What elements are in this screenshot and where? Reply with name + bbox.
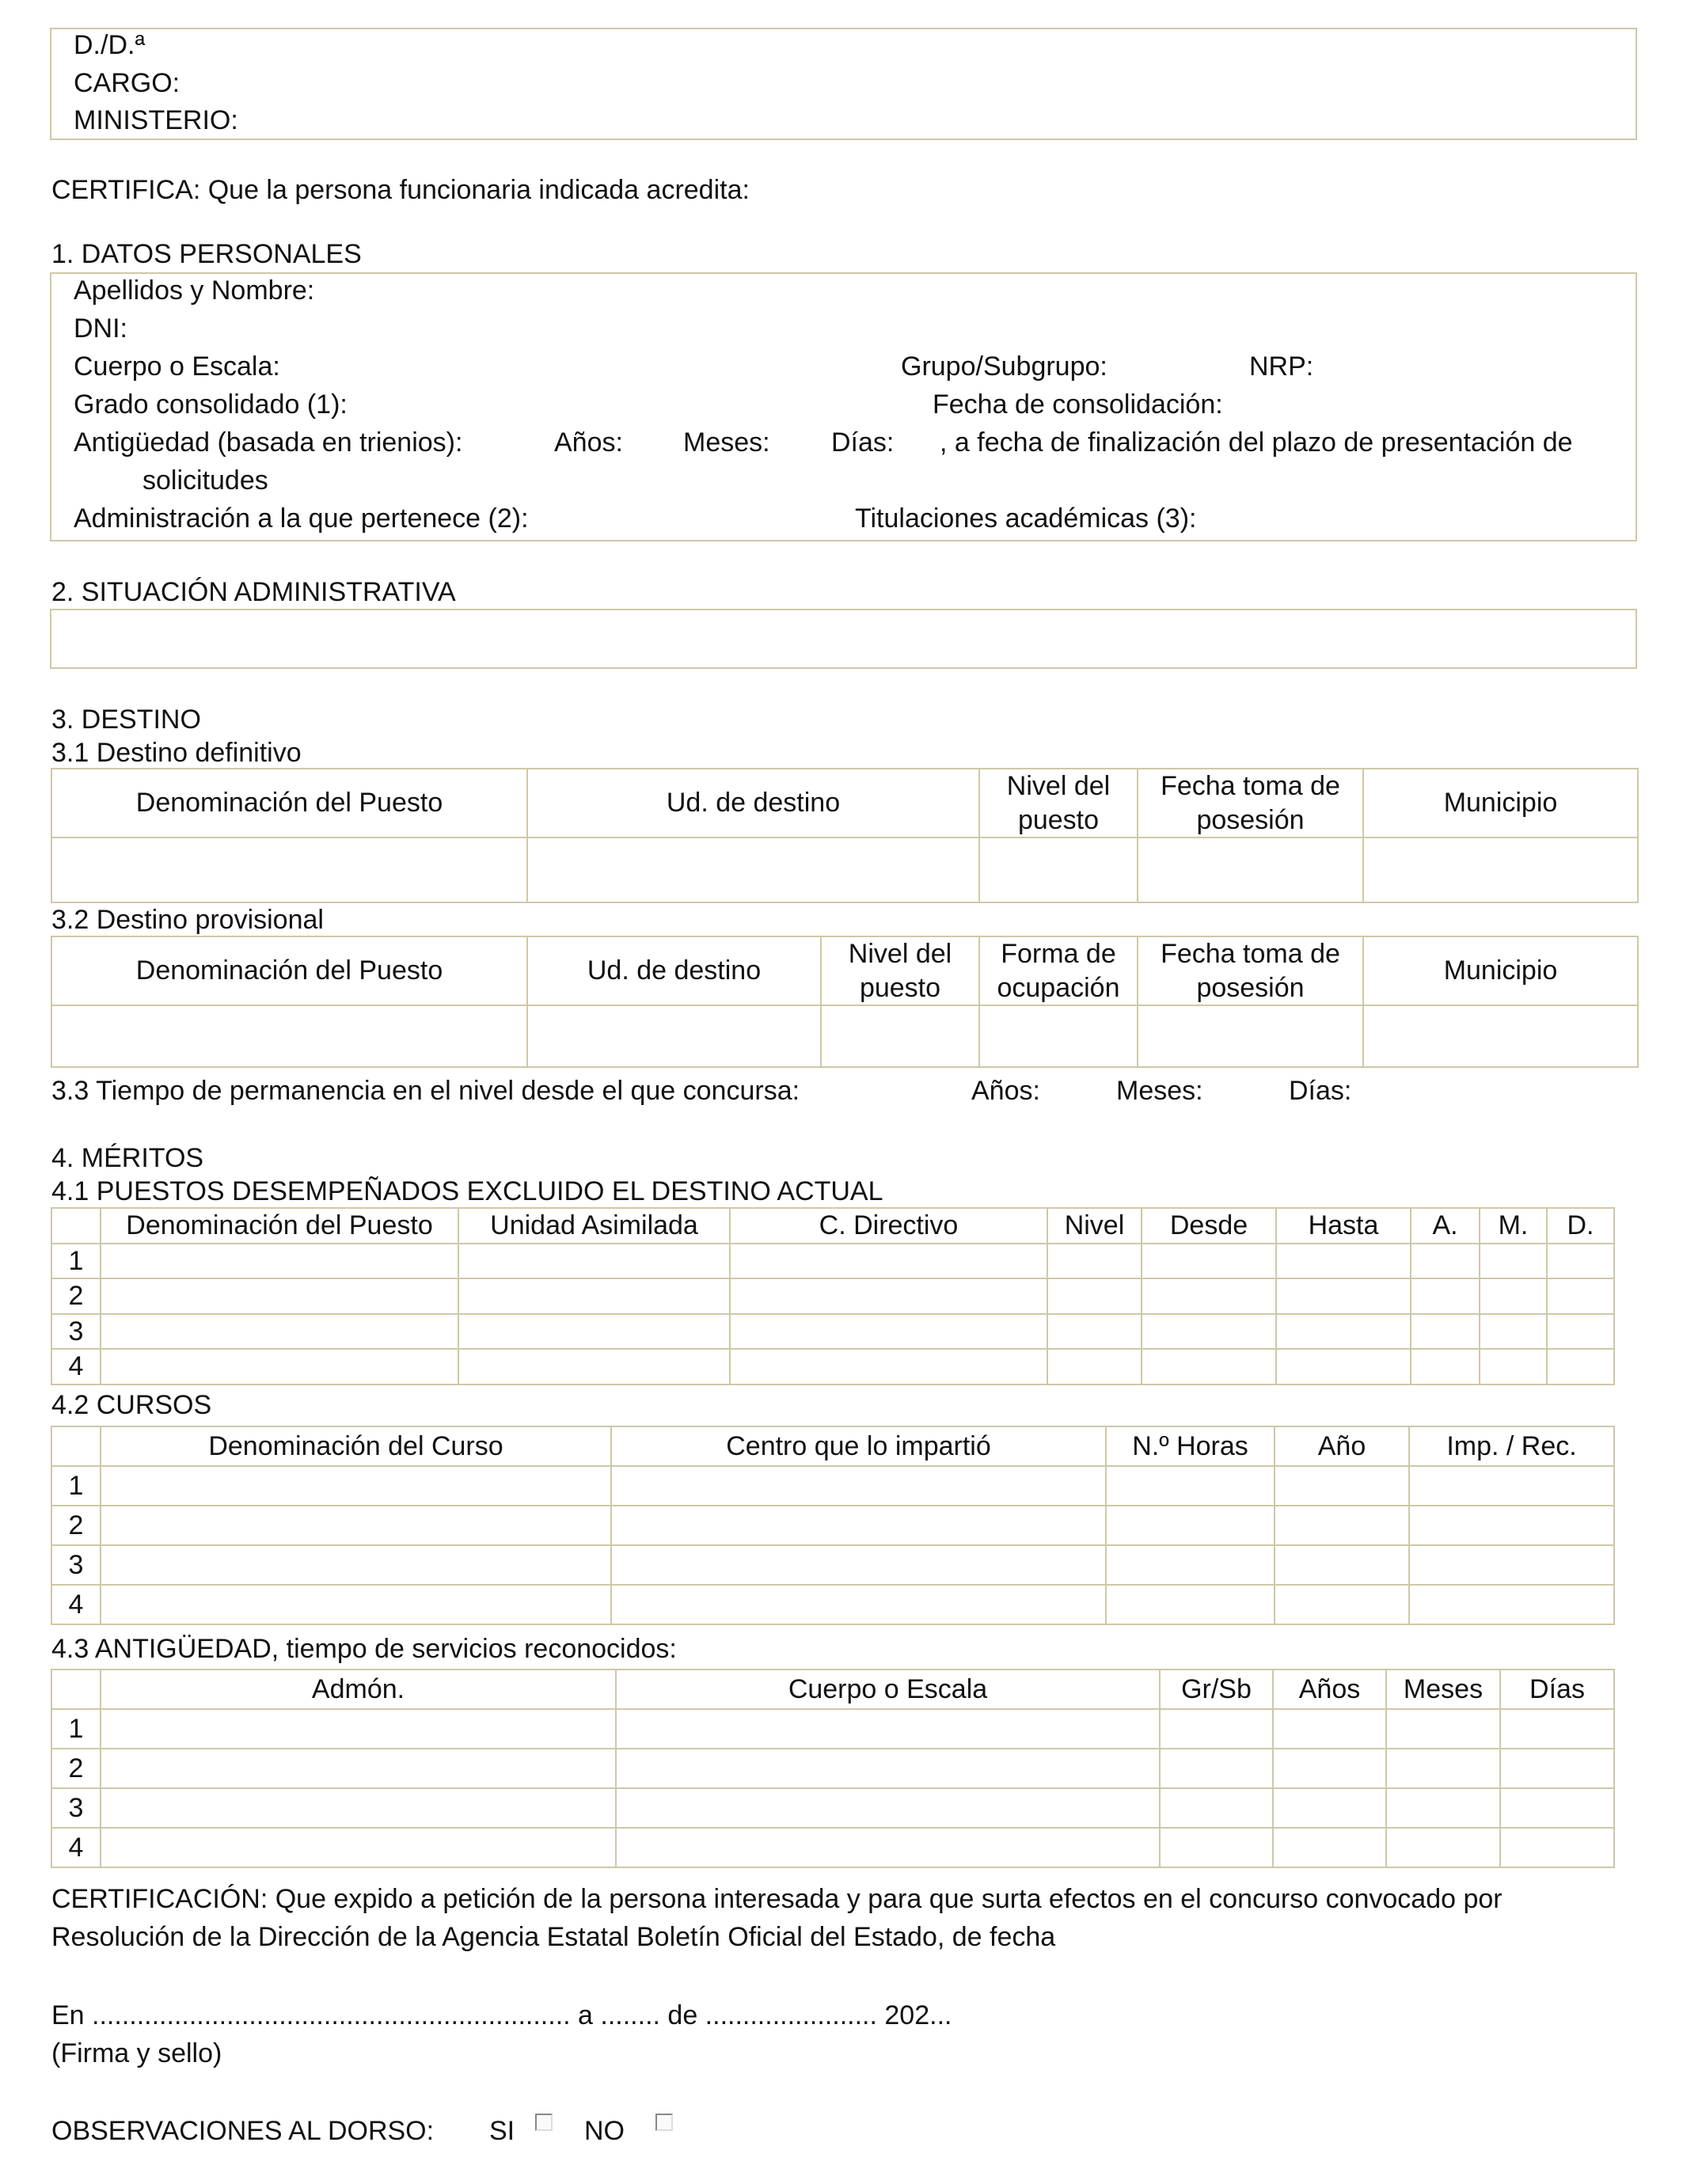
table-cell[interactable] [101,1349,458,1384]
cursos-title: 4.2 CURSOS [51,1390,212,1420]
table-cell[interactable] [1142,1349,1276,1384]
row-number: 4 [51,1349,101,1384]
table-cell[interactable] [1480,1314,1547,1350]
row-number: 2 [51,1278,101,1314]
solicitudes-text: solicitudes [142,465,268,496]
row-number: 1 [51,1244,101,1279]
row-number-header [51,1208,101,1244]
certificacion-line-1: CERTIFICACIÓN: Que expido a petición de la persona interesada y para que surta efectos en el concurso convocado por [51,1884,1503,1914]
place-date-line: En ................................................................ a ........ de ....................... 202... [51,2000,952,2030]
destino-definitivo-title: 3.1 Destino definitivo [51,738,302,768]
table-cell[interactable] [1106,1506,1275,1545]
antiguedad-anos-label: Años: [554,427,623,458]
row-number-header [51,1426,101,1466]
col-header: Municipio [1363,769,1638,838]
table-row [51,1585,1614,1624]
table-cell[interactable] [1547,1314,1614,1350]
table-cell[interactable] [51,838,527,902]
table-row [51,1828,1614,1867]
col-header: Meses [1386,1669,1500,1709]
table-cell[interactable] [1276,1314,1411,1350]
issuer-name-label: D./D.ª [74,30,146,60]
table-cell[interactable] [458,1244,730,1279]
table-cell[interactable] [730,1244,1047,1279]
row-number: 2 [51,1749,101,1788]
row-number: 2 [51,1506,101,1545]
table-cell[interactable] [458,1278,730,1314]
col-header: Días [1500,1669,1614,1709]
table-cell[interactable] [1386,1788,1500,1828]
cursos-table [51,1426,1615,1625]
certificacion-line-2: Resolución de la Dirección de la Agencia Estatal Boletín Oficial del Estado, de fecha [51,1922,1056,1952]
table-cell[interactable] [1386,1709,1500,1749]
grado-label: Grado consolidado (1): [74,389,348,420]
col-header: Admón. [101,1669,616,1709]
table-cell[interactable] [1275,1506,1409,1545]
table-cell[interactable] [1500,1788,1614,1828]
row-number: 1 [51,1466,101,1506]
antiguedad-label: Antigüedad (basada en trienios): [74,427,463,458]
table-cell[interactable] [1160,1709,1273,1749]
table-cell[interactable] [1409,1545,1614,1585]
antiguedad-servicios-table [51,1669,1615,1868]
col-header: Denominación del Curso [101,1426,611,1466]
table-cell[interactable] [1411,1349,1480,1384]
table-cell[interactable] [616,1788,1160,1828]
section-3-title: 3. DESTINO [51,705,201,735]
issuer-box [50,28,1637,140]
table-cell[interactable] [1409,1585,1614,1624]
table-cell[interactable] [1276,1244,1411,1279]
table-cell[interactable] [616,1828,1160,1867]
destino-definitivo-table [51,768,1639,903]
table-cell[interactable] [527,1005,821,1067]
destino-provisional-table [51,936,1639,1068]
table-cell[interactable] [101,1545,611,1585]
dni-label: DNI: [74,313,127,344]
table-cell[interactable] [1106,1466,1275,1506]
table-cell[interactable] [1480,1349,1547,1384]
table-cell[interactable] [979,838,1138,902]
col-header: Fecha toma de posesión [1138,936,1363,1005]
table-row [51,1349,1614,1384]
table-cell[interactable] [611,1466,1106,1506]
puestos-title: 4.1 PUESTOS DESEMPEÑADOS EXCLUIDO EL DESTINO ACTUAL [51,1176,883,1206]
table-cell[interactable] [1276,1349,1411,1384]
col-header: Ud. de destino [527,769,979,838]
col-header: Denominación del Puesto [51,769,527,838]
col-header: Ud. de destino [527,936,821,1005]
table-row [51,1788,1614,1828]
table-cell[interactable] [1138,1005,1363,1067]
col-header: Imp. / Rec. [1409,1426,1614,1466]
table-cell[interactable] [458,1314,730,1350]
administracion-label: Administración a la que pertenece (2): [74,503,529,534]
table-cell[interactable] [1386,1828,1500,1867]
table-cell[interactable] [1160,1749,1273,1788]
puestos-table [51,1207,1615,1385]
table-row [51,1709,1614,1749]
table-cell[interactable] [1547,1244,1614,1279]
table-cell[interactable] [101,1278,458,1314]
table-cell[interactable] [101,1585,611,1624]
col-header: Cuerpo o Escala [616,1669,1160,1709]
col-header: D. [1547,1208,1614,1244]
col-header: Forma de ocupación [979,936,1138,1005]
table-cell[interactable] [821,1005,979,1067]
col-header: Centro que lo impartió [611,1426,1106,1466]
table-cell[interactable] [101,1314,458,1350]
table-cell[interactable] [527,838,979,902]
table-row [51,1749,1614,1788]
table-cell[interactable] [1047,1244,1142,1279]
table-cell[interactable] [730,1349,1047,1384]
col-header: Año [1275,1426,1409,1466]
situacion-box [50,609,1637,669]
cuerpo-label: Cuerpo o Escala: [74,351,280,382]
col-header: Denominación del Puesto [51,936,527,1005]
table-cell[interactable] [1047,1349,1142,1384]
row-number-header [51,1669,101,1709]
apellidos-label: Apellidos y Nombre: [74,275,315,306]
col-header: A. [1411,1208,1480,1244]
destino-provisional-title: 3.2 Destino provisional [51,905,324,935]
col-header: Gr/Sb [1160,1669,1273,1709]
table-cell[interactable] [1142,1244,1276,1279]
col-header: Unidad Asimilada [458,1208,730,1244]
antiguedad-dias-label: Días: [831,427,895,458]
table-cell[interactable] [1273,1749,1386,1788]
table-cell[interactable] [101,1709,616,1749]
table-row [51,1314,1614,1350]
antiguedad-tail-text: , a fecha de finalización del plazo de presentación de [940,427,1573,458]
table-cell[interactable] [730,1314,1047,1350]
permanencia-anos-label: Años: [971,1076,1040,1106]
table-cell[interactable] [1047,1314,1142,1350]
permanencia-label: 3.3 Tiempo de permanencia en el nivel desde el que concursa: [51,1076,800,1106]
table-cell[interactable] [730,1278,1047,1314]
table-row [51,1506,1614,1545]
table-cell[interactable] [616,1709,1160,1749]
row-number: 4 [51,1585,101,1624]
table-cell[interactable] [611,1585,1106,1624]
col-header: Años [1273,1669,1386,1709]
col-header: Hasta [1276,1208,1411,1244]
observaciones-no-label: NO [584,2116,625,2146]
section-1-title: 1. DATOS PERSONALES [51,239,362,269]
table-cell[interactable] [1047,1278,1142,1314]
table-cell[interactable] [1106,1545,1275,1585]
table-cell[interactable] [1106,1585,1275,1624]
table-cell[interactable] [1363,838,1638,902]
table-cell[interactable] [1500,1749,1614,1788]
table-cell[interactable] [1480,1244,1547,1279]
row-number: 3 [51,1314,101,1350]
table-cell[interactable] [101,1788,616,1828]
table-cell[interactable] [1273,1828,1386,1867]
table-row [51,1545,1614,1585]
table-row [51,1466,1614,1506]
titulaciones-label: Titulaciones académicas (3): [855,503,1197,534]
table-cell[interactable] [1411,1278,1480,1314]
grupo-label: Grupo/Subgrupo: [901,351,1107,382]
observaciones-label: OBSERVACIONES AL DORSO: [51,2116,435,2146]
col-header: N.º Horas [1106,1426,1275,1466]
table-cell[interactable] [1275,1585,1409,1624]
table-cell[interactable] [1273,1788,1386,1828]
table-cell[interactable] [101,1466,611,1506]
table-cell[interactable] [101,1828,616,1867]
table-cell[interactable] [1142,1278,1276,1314]
nrp-label: NRP: [1249,351,1314,382]
table-cell[interactable] [51,1005,527,1067]
firma-sello-label: (Firma y sello) [51,2038,222,2068]
table-cell[interactable] [1276,1278,1411,1314]
table-cell[interactable] [101,1244,458,1279]
col-header: Municipio [1363,936,1638,1005]
col-header: C. Directivo [730,1208,1047,1244]
table-cell[interactable] [979,1005,1138,1067]
col-header: Nivel del puesto [979,769,1138,838]
col-header: Fecha toma de posesión [1138,769,1363,838]
table-cell[interactable] [1363,1005,1638,1067]
col-header: Nivel del puesto [821,936,979,1005]
certifica-statement: CERTIFICA: Que la persona funcionaria indicada acredita: [51,175,750,205]
table-cell[interactable] [1273,1709,1386,1749]
table-cell[interactable] [616,1749,1160,1788]
table-cell[interactable] [1547,1278,1614,1314]
row-number: 3 [51,1788,101,1828]
table-cell[interactable] [1500,1828,1614,1867]
table-cell[interactable] [1480,1278,1547,1314]
table-cell[interactable] [1411,1244,1480,1279]
table-cell[interactable] [458,1349,730,1384]
table-row [51,1278,1614,1314]
section-2-title: 2. SITUACIÓN ADMINISTRATIVA [51,577,456,607]
table-cell[interactable] [1160,1788,1273,1828]
row-number: 3 [51,1545,101,1585]
table-cell[interactable] [1275,1466,1409,1506]
antiguedad-servicios-title: 4.3 ANTIGÜEDAD, tiempo de servicios reconocidos: [51,1634,677,1664]
observaciones-si-label: SI [489,2116,515,2146]
issuer-cargo-label: CARGO: [74,68,180,98]
observaciones-si-checkbox[interactable] [535,2109,553,2140]
antiguedad-meses-label: Meses: [683,427,770,458]
table-cell[interactable] [611,1545,1106,1585]
row-number: 4 [51,1828,101,1867]
table-cell[interactable] [1142,1314,1276,1350]
permanencia-meses-label: Meses: [1116,1076,1203,1106]
permanencia-dias-label: Días: [1289,1076,1352,1106]
table-cell[interactable] [1138,838,1363,902]
table-cell[interactable] [1386,1749,1500,1788]
table-cell[interactable] [611,1506,1106,1545]
table-cell[interactable] [1500,1709,1614,1749]
table-cell[interactable] [1547,1349,1614,1384]
table-cell[interactable] [101,1506,611,1545]
table-cell[interactable] [101,1749,616,1788]
table-cell[interactable] [1160,1828,1273,1867]
col-header: Desde [1142,1208,1276,1244]
col-header: M. [1480,1208,1547,1244]
table-row [51,1244,1614,1279]
table-cell[interactable] [1411,1314,1480,1350]
observaciones-no-checkbox[interactable] [655,2109,673,2140]
col-header: Nivel [1047,1208,1142,1244]
table-cell[interactable] [1409,1466,1614,1506]
section-4-title: 4. MÉRITOS [51,1143,204,1173]
row-number: 1 [51,1709,101,1749]
fecha-consolidacion-label: Fecha de consolidación: [933,389,1223,420]
col-header: Denominación del Puesto [101,1208,458,1244]
table-cell[interactable] [1409,1506,1614,1545]
issuer-ministerio-label: MINISTERIO: [74,105,238,135]
table-cell[interactable] [1275,1545,1409,1585]
